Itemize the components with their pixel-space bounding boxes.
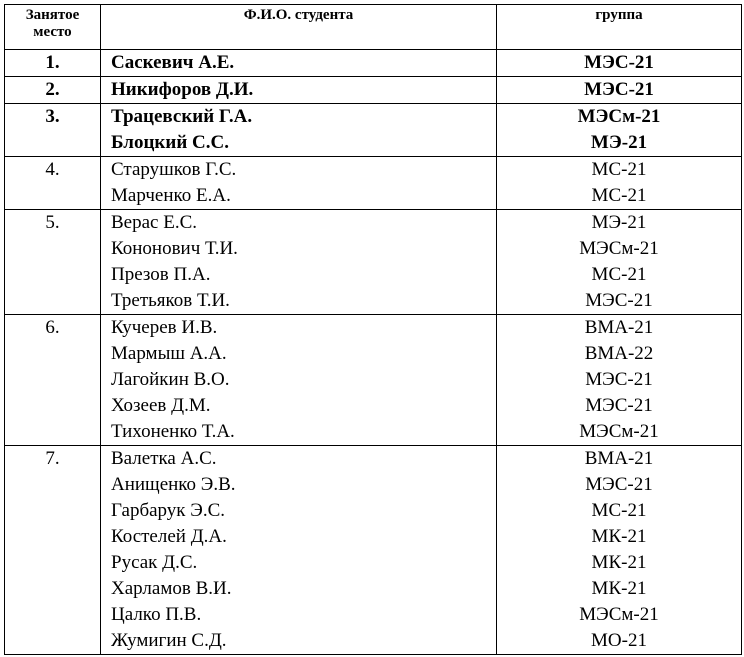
table-row — [5, 183, 742, 210]
student-name: Жумигин С.Д. — [101, 628, 497, 655]
table-row — [5, 157, 742, 184]
table-row — [5, 236, 742, 262]
student-name: Марченко Е.А. — [101, 183, 497, 210]
student-name: Саскевич А.Е. — [101, 50, 497, 77]
student-name: Никифоров Д.И. — [101, 77, 497, 104]
table-row — [5, 393, 742, 419]
table-row — [5, 367, 742, 393]
group-cell: МЭС-21 — [497, 367, 742, 393]
student-name: Тихоненко Т.А. — [101, 419, 497, 446]
place-cell: 1. — [5, 50, 101, 77]
student-name: Гарбарук Э.С. — [101, 498, 497, 524]
table-row — [5, 576, 742, 602]
table-row — [5, 524, 742, 550]
table-row — [5, 550, 742, 576]
place-cell — [5, 236, 101, 262]
student-name: Кучерев И.В. — [101, 315, 497, 342]
group-cell: МК-21 — [497, 524, 742, 550]
student-name: Презов П.А. — [101, 262, 497, 288]
place-cell — [5, 472, 101, 498]
place-cell — [5, 550, 101, 576]
group-cell: МЭС-21 — [497, 288, 742, 315]
student-name: Верас Е.С. — [101, 210, 497, 237]
table-row — [5, 341, 742, 367]
student-name: Валетка А.С. — [101, 446, 497, 473]
group-cell: МЭСм-21 — [497, 419, 742, 446]
group-cell: МС-21 — [497, 183, 742, 210]
table-row — [5, 419, 742, 446]
header-place: Занятое место — [5, 5, 101, 50]
group-cell: МЭСм-21 — [497, 104, 742, 131]
student-name: Кононович Т.И. — [101, 236, 497, 262]
place-cell — [5, 183, 101, 210]
place-cell: 6. — [5, 315, 101, 342]
group-cell: МЭС-21 — [497, 77, 742, 104]
table-row — [5, 130, 742, 157]
header-name: Ф.И.О. студента — [101, 5, 497, 50]
student-name: Хозеев Д.М. — [101, 393, 497, 419]
place-cell — [5, 602, 101, 628]
place-cell — [5, 341, 101, 367]
group-cell: МЭ-21 — [497, 130, 742, 157]
student-name: Анищенко Э.В. — [101, 472, 497, 498]
group-cell: ВМА-21 — [497, 446, 742, 473]
table-row — [5, 602, 742, 628]
header-group: группа — [497, 5, 742, 50]
place-cell — [5, 288, 101, 315]
table-row — [5, 104, 742, 131]
place-cell: 2. — [5, 77, 101, 104]
group-cell: МЭС-21 — [497, 50, 742, 77]
student-name: Костелей Д.А. — [101, 524, 497, 550]
group-cell: МК-21 — [497, 576, 742, 602]
table-row — [5, 262, 742, 288]
table-row — [5, 628, 742, 655]
group-cell: МЭ-21 — [497, 210, 742, 237]
place-cell: 5. — [5, 210, 101, 237]
student-name: Мармыш А.А. — [101, 341, 497, 367]
place-cell: 3. — [5, 104, 101, 131]
group-cell: ВМА-21 — [497, 315, 742, 342]
student-name: Трацевский Г.А. — [101, 104, 497, 131]
place-cell — [5, 576, 101, 602]
student-name: Русак Д.С. — [101, 550, 497, 576]
student-name: Третьяков Т.И. — [101, 288, 497, 315]
place-cell: 7. — [5, 446, 101, 473]
place-cell — [5, 393, 101, 419]
table-row — [5, 472, 742, 498]
place-cell — [5, 524, 101, 550]
table-row — [5, 50, 742, 77]
table-row — [5, 498, 742, 524]
place-cell — [5, 262, 101, 288]
group-cell: МО-21 — [497, 628, 742, 655]
group-cell: ВМА-22 — [497, 341, 742, 367]
student-name: Цалко П.В. — [101, 602, 497, 628]
place-cell — [5, 628, 101, 655]
group-cell: МЭС-21 — [497, 393, 742, 419]
results-table — [4, 4, 742, 655]
place-cell: 4. — [5, 157, 101, 184]
student-name: Харламов В.И. — [101, 576, 497, 602]
place-cell — [5, 367, 101, 393]
table-row — [5, 315, 742, 342]
table-row — [5, 288, 742, 315]
group-cell: МЭС-21 — [497, 472, 742, 498]
table-row — [5, 210, 742, 237]
group-cell: МС-21 — [497, 498, 742, 524]
group-cell: МС-21 — [497, 262, 742, 288]
group-cell: МК-21 — [497, 550, 742, 576]
student-name: Старушков Г.С. — [101, 157, 497, 184]
student-name: Блоцкий С.С. — [101, 130, 497, 157]
student-name: Лагойкин В.О. — [101, 367, 497, 393]
group-cell: МЭСм-21 — [497, 602, 742, 628]
table-row — [5, 77, 742, 104]
table-row — [5, 446, 742, 473]
place-cell — [5, 130, 101, 157]
place-cell — [5, 419, 101, 446]
place-cell — [5, 498, 101, 524]
group-cell: МС-21 — [497, 157, 742, 184]
group-cell: МЭСм-21 — [497, 236, 742, 262]
header-row — [5, 5, 742, 50]
